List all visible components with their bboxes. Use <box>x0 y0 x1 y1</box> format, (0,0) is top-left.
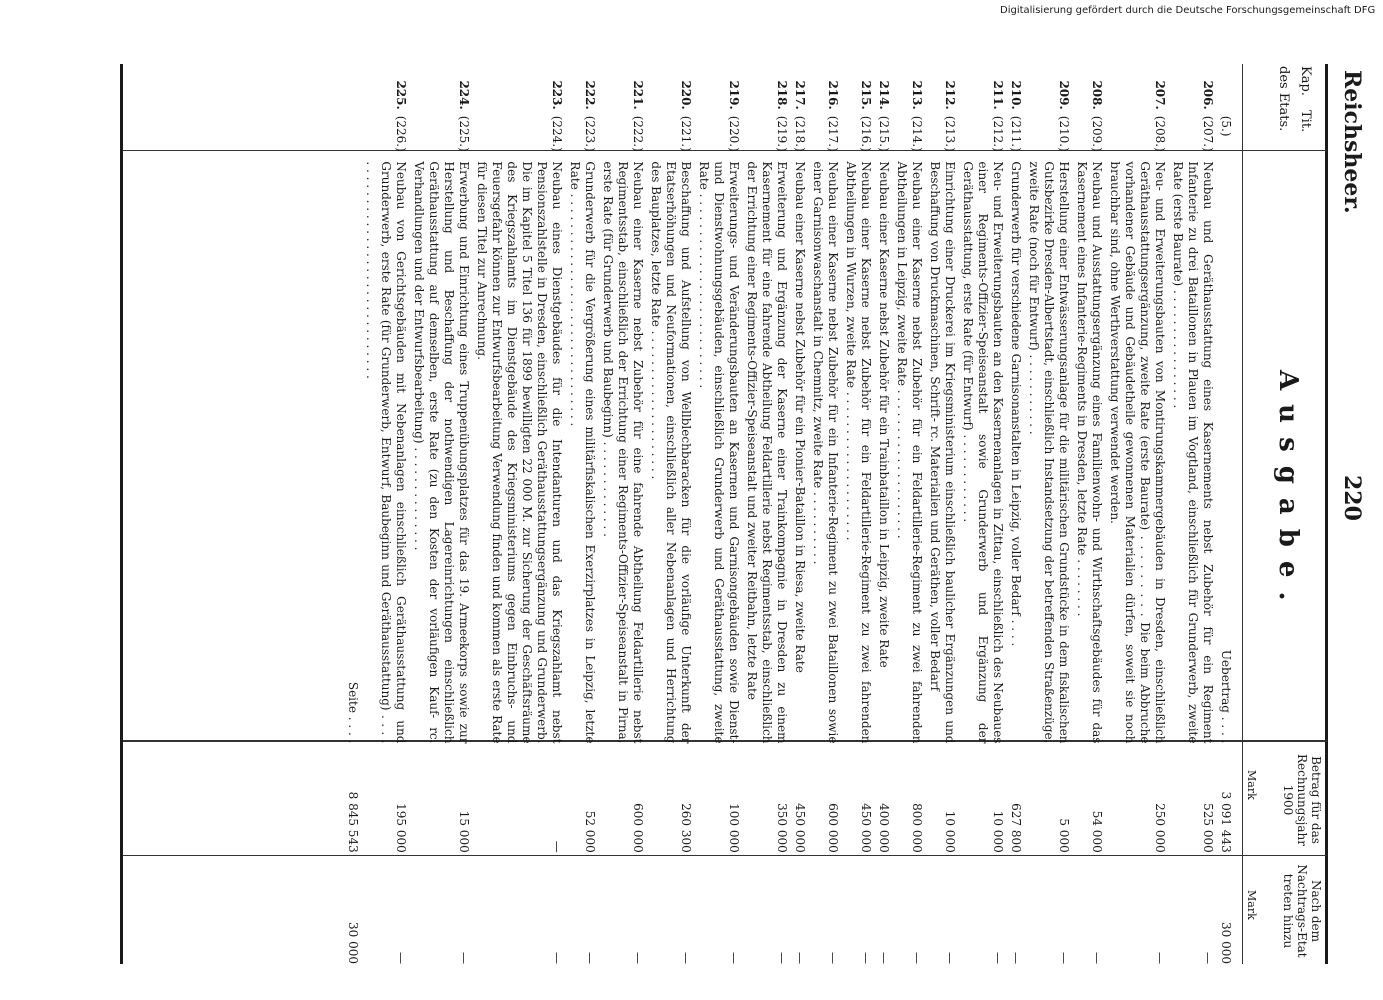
row-amount: 260 300 <box>679 803 693 853</box>
row-supplement: — <box>859 952 873 964</box>
row-kap: 215. <box>859 80 873 110</box>
page-number: 220 <box>1339 475 1365 521</box>
row-supplement: — <box>877 952 891 964</box>
row-tit: (216.) <box>859 115 873 152</box>
column-head-tit: Tit. <box>1298 110 1313 133</box>
row-supplement: — <box>775 952 789 964</box>
row-kap: 217. <box>793 80 807 110</box>
row-tit: (220.) <box>727 115 741 152</box>
row-text: Neubau von Gerichtsgebäuden mit Nebenanlagen einschließlich Geräthausstattung und Grunderwerb, erste Rate (für Grunderwerb, Entwurf, Baubeginn und Geräthausstattung) . . . . . . . . . . . . . . . . . . . . . . . . . . . . . . . . . <box>364 161 408 744</box>
row-supplement: 30 000 <box>1219 922 1233 964</box>
row-tit: (218.) <box>793 115 807 152</box>
row-amount: 350 000 <box>775 803 789 853</box>
table-row <box>567 64 597 964</box>
table-row <box>927 64 957 964</box>
running-head: Reichsheer. <box>1339 70 1365 214</box>
row-text: Grunderwerb für die Vergrößerung eines militärfiskalischen Exerzirplatzes in Leipzig, letzte Rate . . . . . . . . . . . . . . . . . . . . . . . . . . . . . . . <box>568 161 597 744</box>
row-supplement: — <box>1057 952 1071 964</box>
table-row <box>894 64 924 964</box>
row-supplement: — <box>910 952 924 964</box>
row-supplement: — <box>793 952 807 964</box>
row-tit: (215.) <box>877 115 891 152</box>
table-row <box>411 64 471 964</box>
row-kap: 224. <box>457 80 471 110</box>
row-text: Neubau einer Kaserne nebst Zubehör für ein Feldartillerie-Regiment zu zwei fahrenden Abtheilungen in Leipzig, zweite Rate . . . . . . . . . . . . . . . . . . . . <box>895 161 924 744</box>
table-row <box>810 64 840 964</box>
row-tit: (5.) <box>1219 115 1233 137</box>
dfg-logo: DFG <box>1354 5 1376 16</box>
row-amount: 525 000 <box>1201 803 1215 853</box>
row-kap: 219. <box>727 80 741 110</box>
top-rule <box>1325 64 1328 964</box>
row-tit: (212.) <box>991 115 1005 152</box>
row-tit: (222.) <box>631 115 645 152</box>
row-tit: (211.) <box>1009 115 1023 152</box>
row-kap <box>1218 64 1233 116</box>
row-text: Einrichtung einer Druckerei im Kriegsministerium einschließlich baulicher Ergänzungen und Beschaffung von Druckmaschinen, Schrift- rc. Materialien und Geräthen, voller Bedarf <box>928 161 957 744</box>
row-kap: 216. <box>826 80 840 110</box>
row-amount: 3 091 443 <box>1219 791 1233 853</box>
row-tit: (226.) <box>394 115 408 152</box>
row-text: Neubau einer Kaserne nebst Zubehör für ein Infanterie-Regiment zu zwei Bataillonen sowie einer Garnisonwaschanstalt in Chemnitz, zweite Rate . . . . . . . . . . <box>811 161 840 744</box>
row-text: Neubau einer Kaserne nebst Zubehör für ein Trainbataillon in Leipzig, zweite Rate <box>877 161 891 668</box>
row-text: Neubau und Geräthausstattung eines Kasernements nebst Zubehör für ein Regiment Infanterie zu drei Bataillonen in Plauen im Vogtland, einschließlich für Grunderwerb, zweite Rate (erste Baurate) . . . . . . . . . . . . . . . . <box>1171 161 1215 744</box>
row-text: Seite . . . . <box>346 681 360 744</box>
row-amount: 250 000 <box>1153 803 1167 853</box>
row-text: Herstellung einer Entwässerungsanlage für die militärischen Grundstücke in dem fiskalischen Gutsbezirke Dresden-Albertstadt, einschließlich Instandsetzung der betreffenden Straßenzüge, zweite Rate (noch für Entwurf) . . . . . . . . . . . <box>1027 161 1071 744</box>
row-kap: 211. <box>991 80 1005 110</box>
row-text: Beschaffung und Aufstellung von Wellblechbaracken für die vorläufige Unterkunft der Etatserhöhungen und Neuformationen, einschließlich aller Nebenanlagen und Herrichtung des Bauplatzes, letzte Rate . . . . . . . . . . . . . . . . . . . . <box>649 161 693 744</box>
row-amount: 450 000 <box>793 803 807 853</box>
row-kap: 208. <box>1090 80 1104 110</box>
column-head-amount: Betrag für das Rechnungsjahr 1900 <box>1281 754 1323 846</box>
row-kap: 221. <box>631 80 645 110</box>
row-tit: (208.) <box>1153 115 1167 152</box>
table-row <box>1107 64 1167 964</box>
row-supplement: 30 000 <box>346 922 360 964</box>
table-row <box>1218 64 1233 964</box>
table-row <box>363 64 408 964</box>
row-kap: 214. <box>877 80 891 110</box>
row-supplement: — <box>394 952 408 964</box>
table-row <box>744 64 789 964</box>
table-row <box>345 64 360 964</box>
row-supplement: — <box>550 952 564 964</box>
row-text: Neubau einer Kaserne nebst Zubehör für eine fahrende Abtheilung Feldartillerie nebst Regimentsstab, einschließlich der Errichtung einer Regiments-Offizier-Speiseanstalt in Pirna, erste Rate (für Grunderwerb und Baubeginn) . . . . . . . . . . . . . <box>601 161 645 744</box>
row-amount: 800 000 <box>910 803 924 853</box>
table-row <box>600 64 645 964</box>
column-head-kap: Kap. <box>1298 66 1313 96</box>
row-tit: (210.) <box>1057 115 1071 152</box>
row-text: Erweiterungs- und Veränderungsbauten an Kasernen und Garnisongebäuden sowie Dienst- und Dienstwohnungsgebäuden, einschließlich Grunderwerb und Geräthausstattung, zweite Rate . . . . . . . . . . . . . . . . . . . . . . . . . . <box>697 161 741 744</box>
table-row <box>696 64 741 964</box>
row-text: Neubau und Ausstattungsergänzung eines Familienwohn- und Wirthschaftsgebäudes für das Kasernement eines Infanterie-Regiments in Dresden, letzte Rate . . . . . . . . <box>1075 161 1104 744</box>
digitization-text: Digitalisierung gefördert durch die Deutsche Forschungsgemeinschaft <box>1000 5 1351 16</box>
row-amount: 627 800 <box>1009 803 1023 853</box>
row-text: Uebertrag . . . . <box>1219 649 1233 744</box>
row-text: Erweiterung und Ergänzung der Kaserne einer Trainkompagnie in Dresden zu einem Kasernement für eine fahrende Abtheilung Feldartillerie nebst Regimentsstab, einschließlich der Errichtung einer Regiments-Offizier-Speiseanstalt und zweiter Reitbahn, letzte Rate <box>745 161 789 744</box>
row-text: Neu- und Erweiterungsbauten an den Kasernenanlagen in Zittau, einschließlich des Neubaues einer Regiments-Offizier-Speiseanstalt sowie Grunderwerb und Ergänzung der Geräthausstattung, erste Rate (für Entwurf) . . . . . . . . . . . . <box>961 161 1005 744</box>
row-supplement: — <box>1090 952 1104 964</box>
table-row <box>1026 64 1071 964</box>
row-text: Neubau eines Dienstgebäudes für die Intendanturen und das Kriegszahlamt nebst Pensionszahlstelle in Dresden, einschließlich Geräthausstattungsergänzung und Grunderwerb. Die im Kapitel 5 Titel 136 für 1899 bewilligten 22 000 M. zur Sicherung der Geschäftsräume des Kriegszahlamts im Dienstgebäude des Kriegsministeriums gegen Einbruchs- und Feuersgefahr können zur Entwurfsbearbeitung Verwendung finden und kommen als erste Rate für diesen Titel zur Anrechnung. <box>475 161 564 744</box>
row-supplement: — <box>457 952 471 964</box>
row-amount: 5 000 <box>1057 818 1071 853</box>
unit-label-amount: Mark <box>1245 770 1258 800</box>
unit-label-supplement: Mark <box>1245 890 1258 920</box>
table-row <box>1170 64 1215 964</box>
column-head-etat: des Etats. <box>1276 66 1291 132</box>
row-kap <box>345 64 360 116</box>
row-tit: (213.) <box>943 115 957 152</box>
row-kap: 222. <box>583 80 597 110</box>
row-amount: 52 000 <box>583 810 597 853</box>
row-tit: (225.) <box>457 115 471 152</box>
row-amount: 54 000 <box>1090 810 1104 853</box>
row-tit: (209.) <box>1090 115 1104 152</box>
row-supplement: — <box>631 952 645 964</box>
table-row <box>1008 64 1023 964</box>
row-text: Neu- und Erweiterungsbauten von Montirungskammergebäuden in Dresden, einschließlich Geräthausstattungsergänzung, zweite Rate (erste Baurate) . . . . . . . . . Die beim Abbruche vorhandener Gebäude und Gebäudetheile gewonnenen Materialien dürfen, soweit sie noch brauchbar sind, ohne Werthverstattung verwendet werden. <box>1108 161 1167 744</box>
table-row <box>792 64 807 964</box>
table-row <box>474 64 564 964</box>
table-row <box>960 64 1005 964</box>
row-supplement: — <box>826 952 840 964</box>
row-supplement: — <box>583 952 597 964</box>
row-kap: 225. <box>394 80 408 110</box>
row-tit <box>345 116 360 156</box>
header-rule <box>1242 64 1243 964</box>
row-amount: 600 000 <box>826 803 840 853</box>
bottom-rule <box>120 64 123 964</box>
row-supplement: — <box>727 952 741 964</box>
table-row <box>876 64 891 964</box>
row-amount: — <box>550 840 564 853</box>
row-supplement: — <box>1153 952 1167 964</box>
digitization-note <box>1000 5 1383 16</box>
column-head-supplement: Nach dem Nachtrags-Etat treten hinzu <box>1281 864 1323 958</box>
row-amount: 100 000 <box>727 803 741 853</box>
row-kap: 213. <box>910 80 924 110</box>
row-tit: (223.) <box>583 115 597 152</box>
row-text: Neubau einer Kaserne nebst Zubehör für ein Pionier-Bataillon in Riesa, zweite Rate <box>793 161 807 673</box>
row-kap: 212. <box>943 80 957 110</box>
row-amount: 400 000 <box>877 803 891 853</box>
row-amount: 10 000 <box>943 810 957 853</box>
row-kap: 210. <box>1009 80 1023 110</box>
row-amount: 600 000 <box>631 803 645 853</box>
row-tit: (214.) <box>910 115 924 152</box>
row-kap: 223. <box>550 80 564 110</box>
row-supplement: — <box>1201 952 1215 964</box>
table-row <box>648 64 693 964</box>
row-supplement: — <box>1009 952 1023 964</box>
row-text: Neubau einer Kaserne nebst Zubehör für ein Feldartillerie-Regiment zu zwei fahrenden Abtheilungen in Wurzen, zweite Rate . . . . . . . . . . . . . . . . . . . . <box>844 161 873 744</box>
row-tit: (221.) <box>679 115 693 152</box>
row-supplement: — <box>943 952 957 964</box>
row-amount: 8 845 543 <box>346 791 360 853</box>
row-text: Erwerbung und Einrichtung eines Truppenübungsplatzes für das 19. Armeekorps sowie zur Herstellung und Beschaffung der nothwendigen Lagereinrichtungen einschließlich Geräthausstattung auf demselben, erste Rate (zu den Kosten der vorläufigen Kauf- rc. Verhandlungen und der Entwurfsbearbeitung) . . . . . . . . . . . . . . <box>412 161 471 744</box>
row-amount: 195 000 <box>394 803 408 853</box>
section-title: Ausgabe. <box>1273 370 1303 615</box>
table-row <box>1074 64 1104 964</box>
row-tit: (217.) <box>826 115 840 152</box>
row-amount: 10 000 <box>991 810 1005 853</box>
row-kap: 218. <box>775 80 789 110</box>
row-text: Grunderwerb für verschiedene Garnisonanstalten in Leipzig, voller Bedarf . . . . <box>1009 161 1023 647</box>
budget-table <box>342 64 1233 964</box>
row-supplement: — <box>679 952 693 964</box>
row-kap: 220. <box>679 80 693 110</box>
row-amount: 15 000 <box>457 810 471 853</box>
row-tit: (219.) <box>775 115 789 152</box>
row-kap: 206. <box>1201 80 1215 110</box>
row-tit: (224.) <box>550 115 564 152</box>
row-kap: 209. <box>1057 80 1071 110</box>
row-amount: 450 000 <box>859 803 873 853</box>
row-supplement: — <box>991 952 1005 964</box>
table-row <box>843 64 873 964</box>
row-tit: (207.) <box>1201 115 1215 152</box>
row-kap: 207. <box>1153 80 1167 110</box>
